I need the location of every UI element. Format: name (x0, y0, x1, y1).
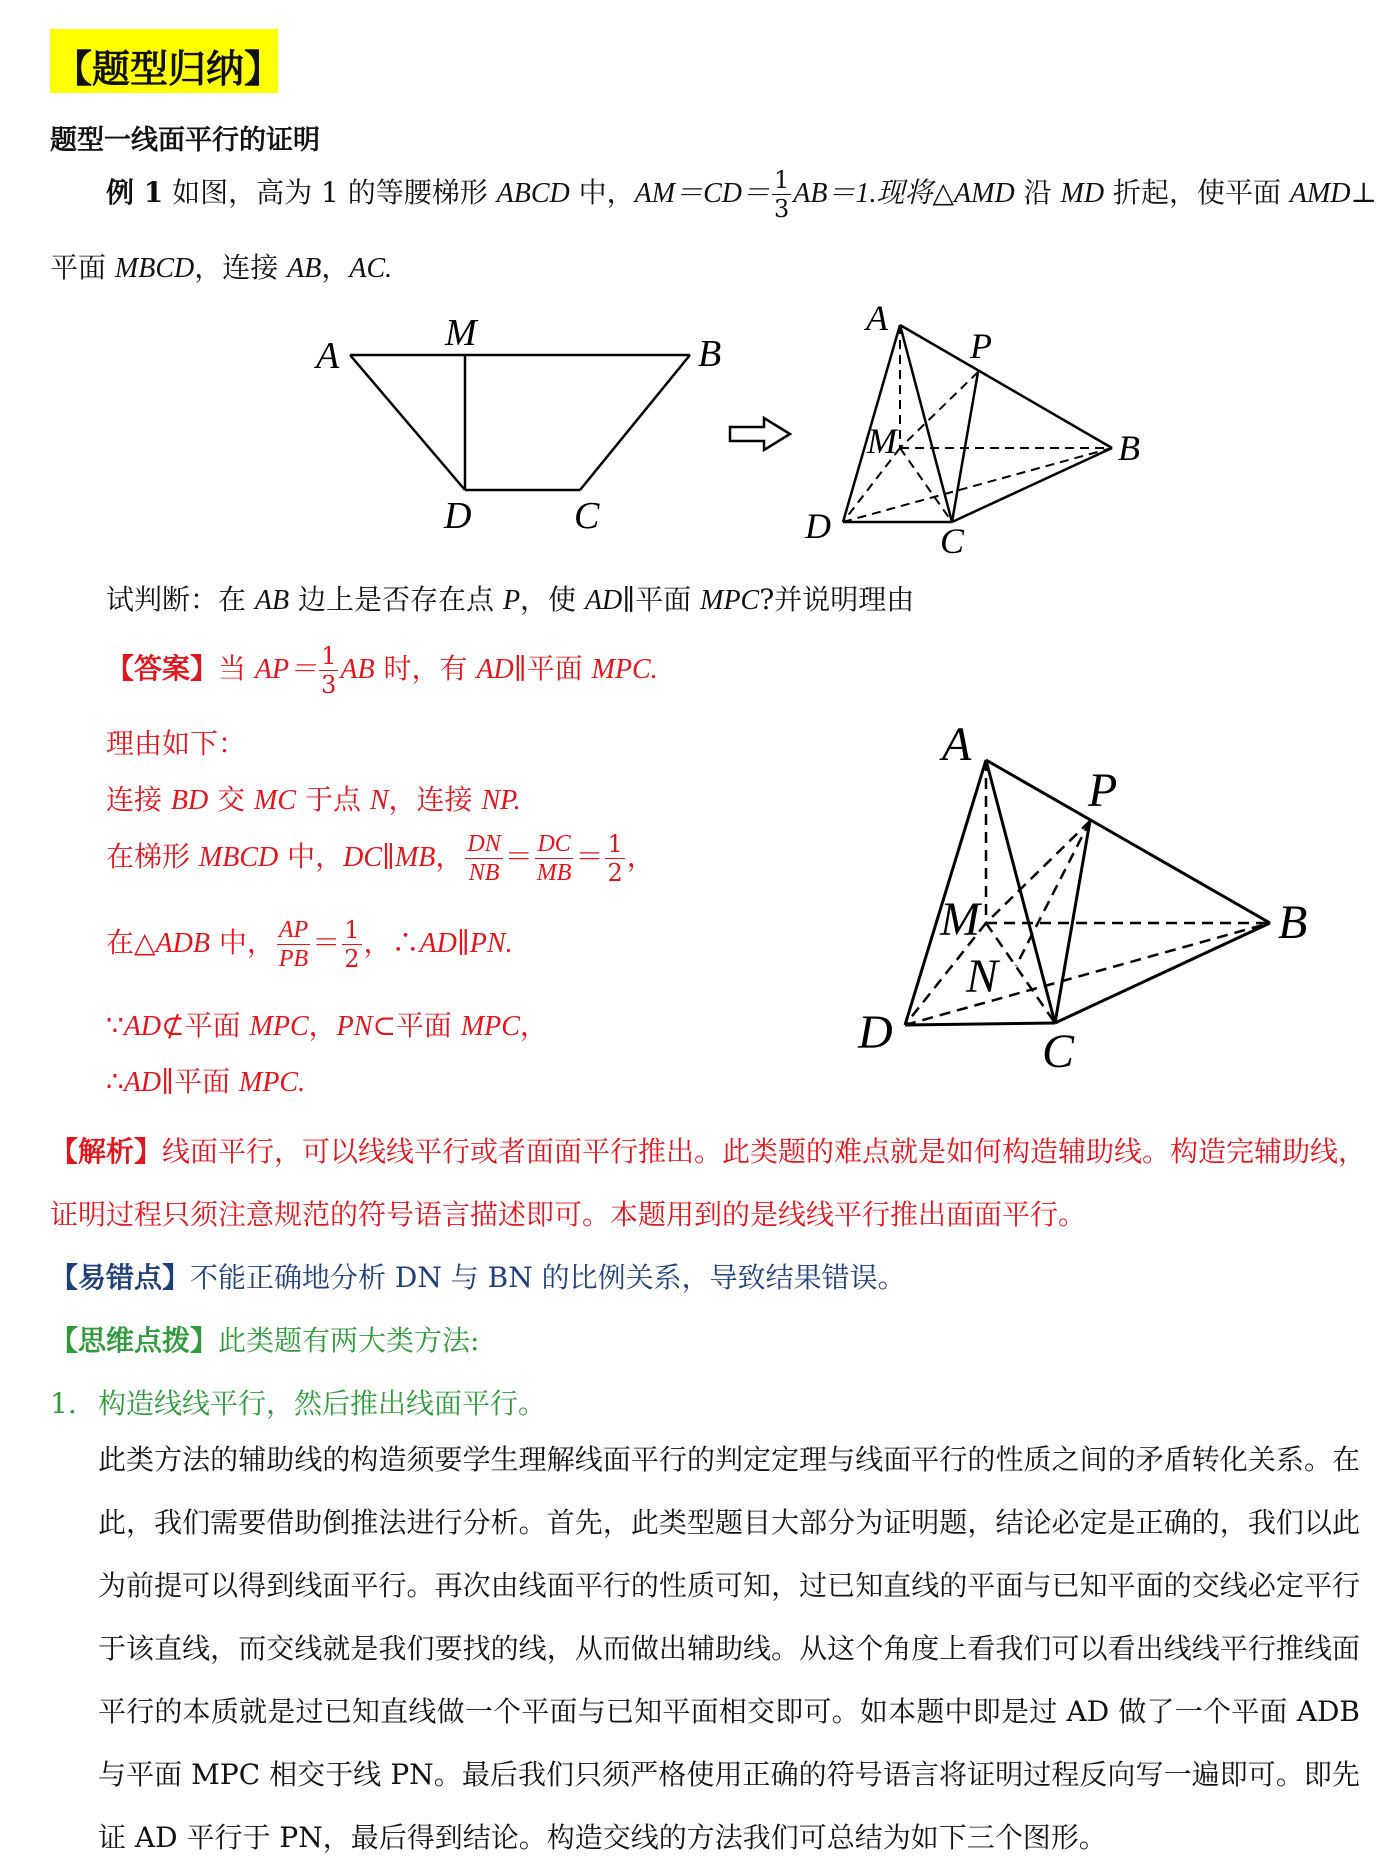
edge-bc (580, 355, 690, 490)
label-b: B (698, 333, 722, 375)
label-c: C (574, 495, 600, 537)
reason-line-6: ∴AD∥平面 MPC. (106, 1065, 306, 1098)
answer-tag: 【答案】 (106, 652, 219, 685)
label-m: M (940, 893, 980, 946)
thinking-line: 【思维点拨】此类题有两大类方法: (50, 1324, 480, 1357)
fraction-one-third: $\frac{1}{3}$ (774, 166, 790, 223)
label-c: C (1042, 1025, 1075, 1078)
label-m: M (445, 312, 477, 354)
method-number: 1. (50, 1387, 77, 1420)
figure-pyramid-n (850, 720, 1330, 1080)
reason-line-5: ∵AD⊄平面 MPC，PN⊂平面 MPC， (106, 1009, 548, 1042)
label-a: A (316, 335, 340, 377)
figure-trapezoid (300, 300, 740, 540)
label-a: A (866, 300, 888, 338)
analysis-tag: 【解析】 (50, 1135, 163, 1168)
body-paragraph: 此类方法的辅助线的构造须要学生理解线面平行的判定定理与线面平行的性质之间的矛盾转化关系。在此，我们需要借助倒推法进行分析。首先，此类型题目大部分为证明题，结论必定是正确的，我们以此为前提可以得到线面平行。再次由线面平行的性质可知，过已知直线的平面与已知平面的交线必定平行于该直线，而交线就是我们要找的线，从而做出辅助线。从这个角度上看我们可以看出线线平行推线面平行的本质就是过已知直线做一个平面与已知平面相交即可。如本题中即是过 AD 做了一个平面 ADB 与平面 MPC 相交于线 PN。最后我们只须严格使用正确的符号语言将证明过程反向写一遍即可。即先证 AD 平行于 PN，最后得到结论。构造交线的方法我们可总结为如下三个图形。 (98, 1443, 1360, 1854)
question-text: 试判断：在 AB 边上是否存在点 P，使 AD∥平面 MPC?并说明理由 (106, 583, 915, 616)
example-line-2: 平面 MBCD，连接 AB，AC. (50, 251, 393, 284)
label-p: P (970, 326, 992, 366)
section-heading: 题型一线面平行的证明 (50, 125, 320, 156)
thinking-tag: 【思维点拨】 (50, 1324, 219, 1357)
label-d: D (858, 1006, 893, 1059)
label-c: C (940, 521, 965, 560)
label-d: D (805, 506, 831, 546)
reason-line-1: 理由如下： (106, 727, 247, 760)
method-1: 1. 构造线线平行，然后推出线面平行。 (50, 1387, 547, 1420)
example-line-1: 例 1 如图，高为 1 的等腰梯形 ABCD 中，AM＝CD＝ $\frac{1}{3}$ AB＝1.现将△AMD 沿 MD 折起，使平面 AMD⊥ (106, 166, 1377, 223)
label-b: B (1278, 896, 1308, 949)
reason-line-2: 连接 BD 交 MC 于点 N，连接 NP. (106, 783, 521, 816)
reason-line-3: 在梯形 MBCD 中，DC∥MB， $\frac{DN}{NB}$ ＝ $\frac{DC}{MB}$ ＝ $\frac{1}{2}$ ， (106, 830, 655, 887)
page-title: 【题型归纳】 (54, 47, 283, 91)
label-m: M (867, 421, 897, 461)
label-d: D (444, 495, 472, 537)
mistake-line: 【易错点】不能正确地分析 DN 与 BN 的比例关系，导致结果错误。 (50, 1261, 906, 1294)
label-a: A (942, 720, 972, 771)
figure-folded (800, 300, 1160, 560)
answer-line: 【答案】当 AP＝ $\frac{1}{3}$ AB 时，有 AD∥平面 MPC. (106, 642, 658, 699)
analysis-line-2: 证明过程只须注意规范的符号语言描述即可。本题用到的是线线平行推出面面平行。 (50, 1198, 1087, 1231)
arrow-icon (728, 416, 792, 452)
reason-line-4: 在△ADB 中， $\frac{AP}{PB}$ ＝ $\frac{1}{2}$ ，∴AD∥PN. (106, 916, 513, 973)
mistake-tag: 【易错点】 (50, 1261, 191, 1294)
example-label: 例 1 (106, 176, 164, 209)
label-n: N (966, 950, 999, 1003)
edge-ad (350, 355, 465, 490)
label-p: P (1088, 764, 1118, 817)
label-b: B (1118, 428, 1140, 468)
analysis-line-1: 【解析】线面平行，可以线线平行或者面面平行推出。此类题的难点就是如何构造辅助线。构造完辅助线， (50, 1135, 1367, 1168)
